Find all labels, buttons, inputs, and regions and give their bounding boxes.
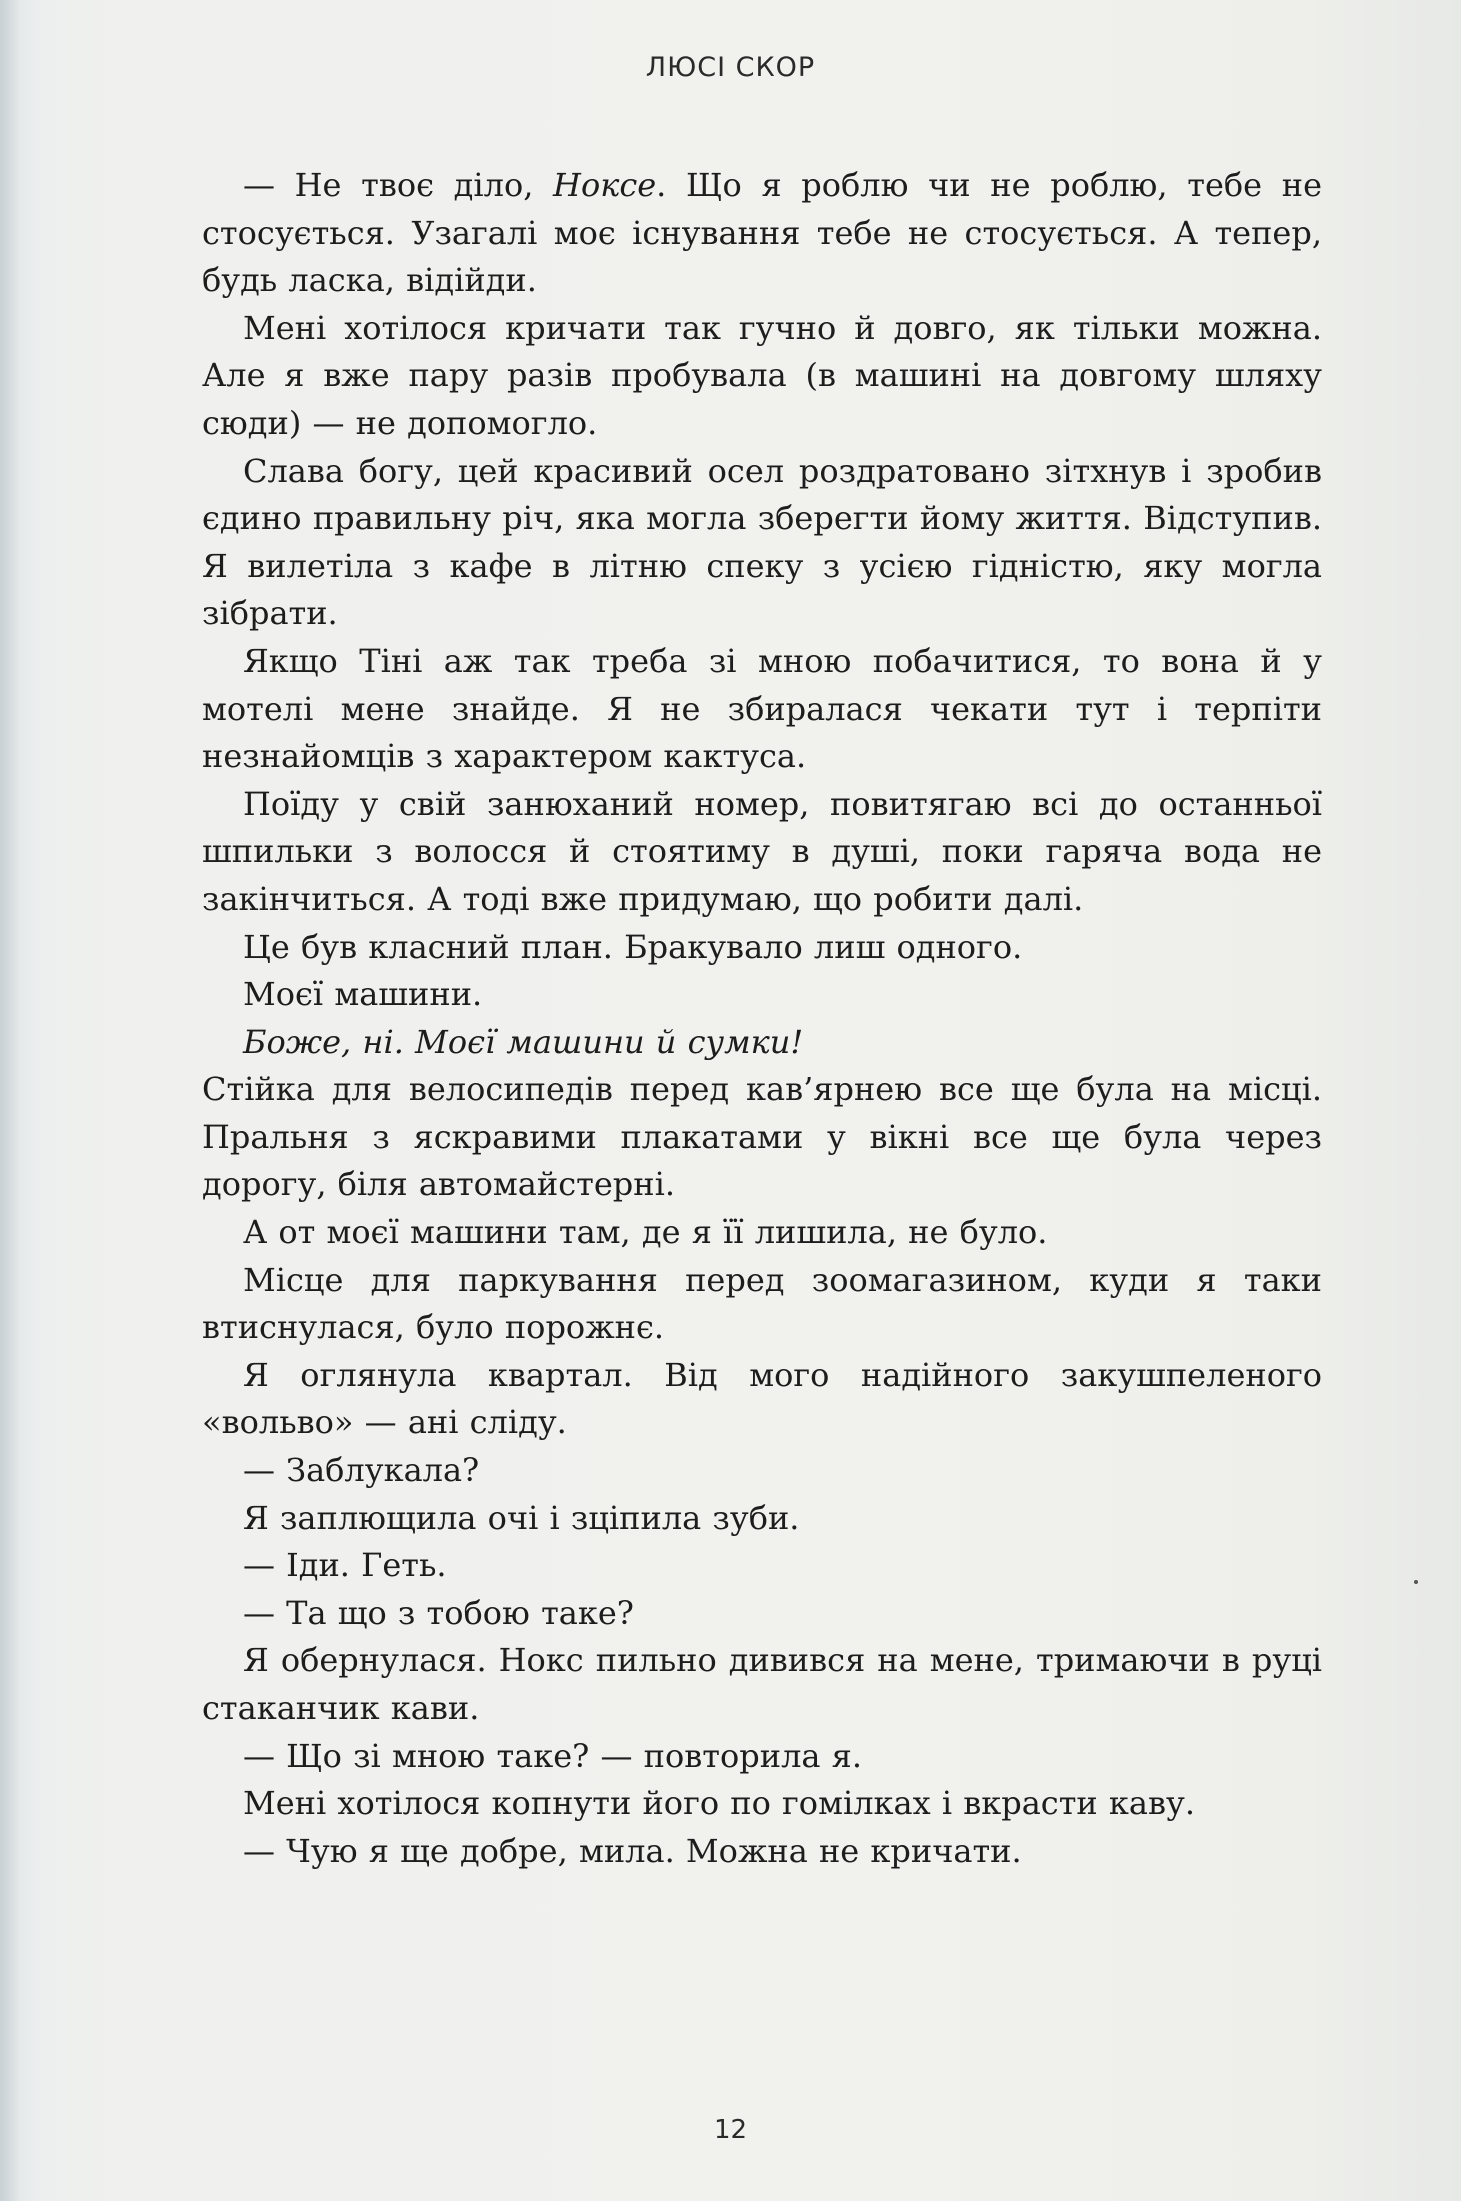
page-edge-shadow (0, 0, 20, 2201)
paragraph (202, 162, 1322, 305)
paragraph (202, 305, 1322, 448)
text-run: — Не твоє діло, (242, 166, 554, 204)
paragraph (202, 1257, 1322, 1352)
paper-speck (1414, 1580, 1418, 1584)
body-text (202, 162, 1322, 1875)
paragraph (202, 1209, 1322, 1257)
paragraph (202, 1066, 1322, 1209)
text-run: Я заплющила очі і зціпила зуби. (242, 1498, 800, 1537)
paragraph (202, 1542, 1322, 1590)
text-run: Стійка для велосипедів перед кав’ярнею все ще була на місці. Пральня з яскравими плакатами у вікні все ще була через дорогу, біля автомайстерні. (202, 1070, 1322, 1204)
text-run: Це був класний план. Бракувало лиш одного. (242, 927, 1023, 966)
text-run: — Іди. Геть. (242, 1546, 447, 1585)
italic-text: Боже, ні. Моєї машини й сумки! (242, 1022, 804, 1061)
paragraph (202, 924, 1322, 972)
text-run: А от моєї машини там, де я її лишила, не було. (242, 1213, 1048, 1252)
italic-text: Ноксе (553, 166, 657, 204)
running-head: ЛЮСІ СКОР (645, 52, 816, 83)
paragraph (202, 1019, 1322, 1067)
page-number: 12 (713, 2115, 748, 2145)
text-run: Якщо Тіні аж так треба зі мною побачитися, то вона й у мотелі мене знайде. Я не збиралася чекати тут і терпіти незнайомців з характером кактуса. (202, 641, 1322, 776)
text-run: Слава богу, цей красивий осел роздратовано зітхнув і зробив єдино правильну річ, яка могла зберегти йому життя. Відступив. Я вилетіла з кафе в літню спеку з усією гідністю, яку могла зібрати. (202, 451, 1322, 633)
paragraph (202, 1352, 1322, 1447)
text-run: . Що я роблю чи не роблю, тебе не стосується. Узагалі моє існування тебе не стосується. А тепер, будь ласка, відійди. (202, 166, 1322, 300)
text-run: Мені хотілося кричати так гучно й довго, як тільки можна. Але я вже пару разів пробувала (в машині на довгому шляху сюди) — не допомогло. (202, 308, 1322, 442)
paragraph (202, 638, 1322, 781)
text-run: — Заблукала? (242, 1451, 480, 1490)
paragraph (202, 1590, 1322, 1638)
text-run: — Що зі мною таке? — повторила я. (242, 1736, 862, 1775)
text-run: Я обернулася. Нокс пильно дивився на мене, тримаючи в руці стаканчик кави. (202, 1641, 1322, 1727)
paragraph (202, 1447, 1322, 1495)
paragraph (202, 781, 1322, 924)
text-run: Місце для паркування перед зоомагазином, куди я таки втиснулася, було порожнє. (202, 1260, 1322, 1347)
paragraph (202, 448, 1322, 638)
text-run: Мені хотілося копнути його по гомілках і вкрасти каву. (242, 1784, 1196, 1823)
paragraph (202, 1780, 1322, 1828)
text-run: Поїду у свій занюханий номер, повитягаю всі до останньої шпильки з волосся й стоятиму в душі, поки гаряча вода не закінчиться. А тоді вже придумаю, що робити далі. (202, 784, 1322, 918)
text-run: Моєї машини. (242, 975, 483, 1014)
text-run: Я оглянула квартал. Від мого надійного закушпеленого «вольво» — ані сліду. (202, 1355, 1322, 1442)
text-run: — Та що з тобою таке? (242, 1593, 634, 1632)
paragraph (202, 1637, 1322, 1732)
paragraph (202, 1733, 1322, 1781)
paragraph (202, 1828, 1322, 1876)
text-run: — Чую я ще добре, мила. Можна не кричати. (242, 1831, 1022, 1870)
paragraph (202, 971, 1322, 1019)
paragraph (202, 1495, 1322, 1543)
